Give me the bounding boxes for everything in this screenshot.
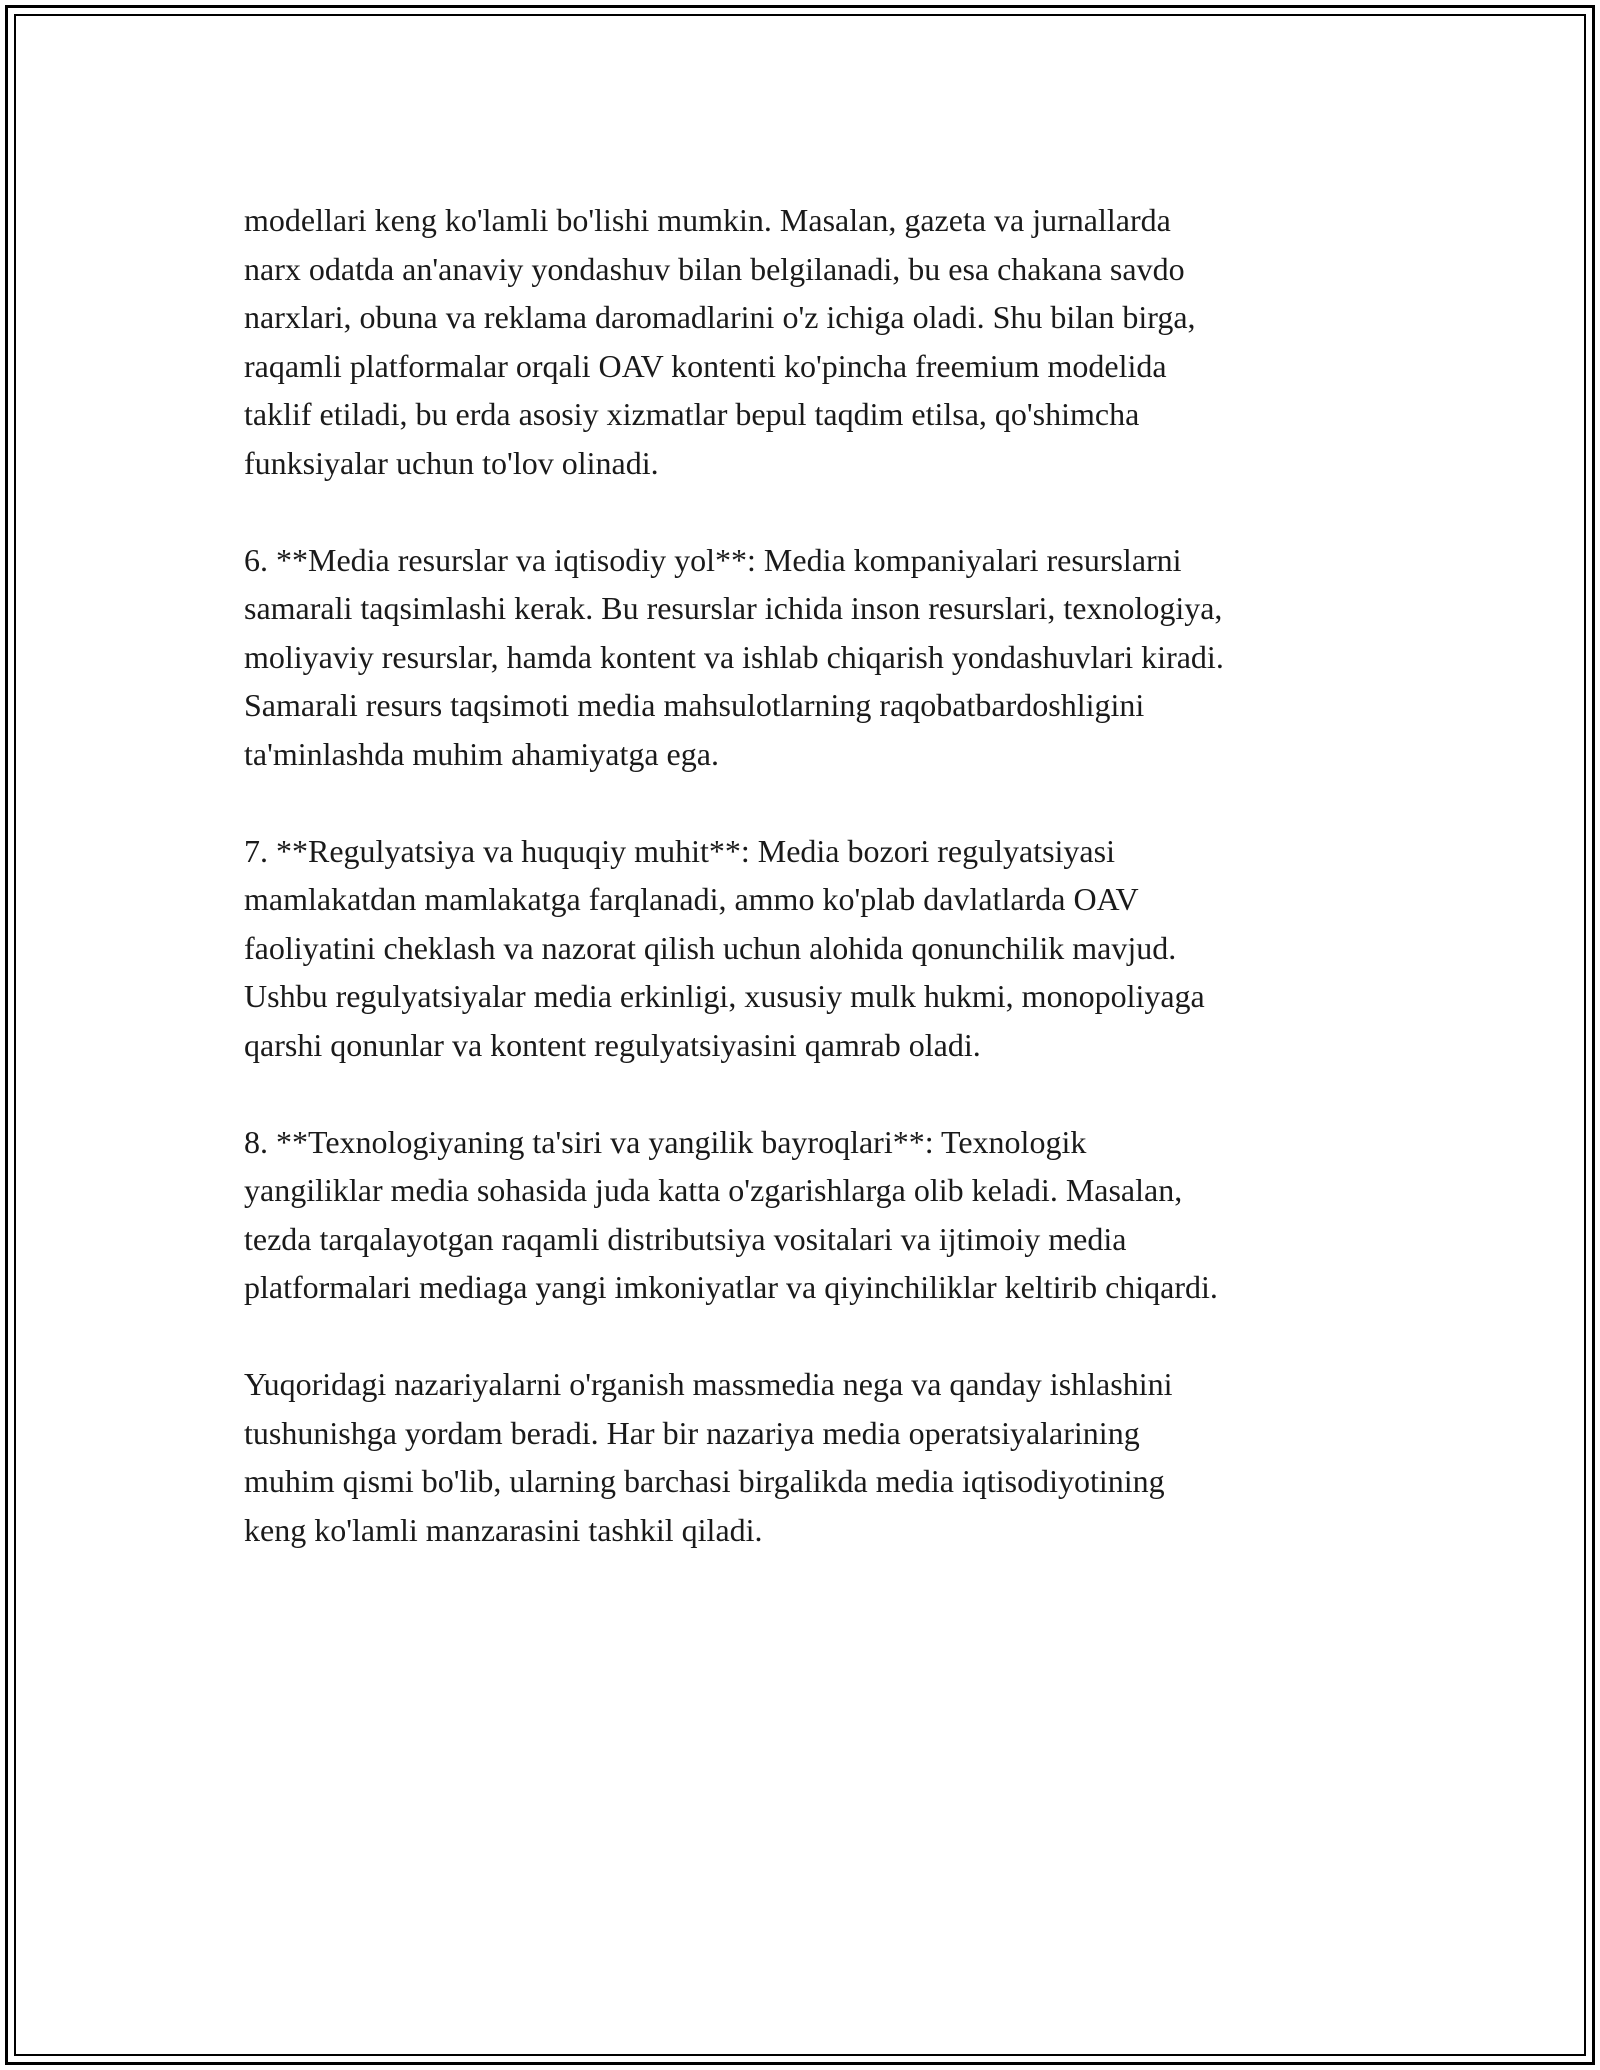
text-line: Yuqoridagi nazariyalarni o'rganish massmedia nega va qanday ishlashini xyxy=(244,1366,1173,1402)
page-frame xyxy=(5,5,1595,2065)
text-line: mamlakatdan mamlakatga farqlanadi, ammo ko'plab davlatlarda OAV xyxy=(244,881,1139,917)
text-line: muhim qismi bo'lib, ularning barchasi birgalikda media iqtisodiyotining xyxy=(244,1463,1165,1499)
paragraph xyxy=(244,196,1384,487)
text-line: samarali taqsimlashi kerak. Bu resurslar ichida inson resurslari, texnologiya, xyxy=(244,590,1223,626)
text-line: modellari keng ko'lamli bo'lishi mumkin. Masalan, gazeta va jurnallarda xyxy=(244,202,1171,238)
text-line: keng ko'lamli manzarasini tashkil qiladi. xyxy=(244,1511,763,1548)
paragraph xyxy=(244,1360,1384,1554)
text-line: taklif etiladi, bu erda asosiy xizmatlar bepul taqdim etilsa, qo'shimcha xyxy=(244,396,1140,432)
text-line: 8. **Texnologiyaning ta'siri va yangilik bayroqlari**: Texnologik xyxy=(244,1123,1087,1160)
text-line: funksiyalar uchun to'lov olinadi. xyxy=(244,444,659,481)
text-line: narx odatda an'anaviy yondashuv bilan belgilanadi, bu esa chakana savdo xyxy=(244,250,1185,287)
text-line: 7. **Regulyatsiya va huquqiy muhit**: Media bozori regulyatsiyasi xyxy=(244,832,1115,869)
paragraph xyxy=(244,827,1384,1070)
text-line: moliyaviy resurslar, hamda kontent va ishlab chiqarish yondashuvlari kiradi. xyxy=(244,638,1224,675)
document-body xyxy=(244,196,1384,1603)
paragraph xyxy=(244,536,1384,779)
text-line: narxlari, obuna va reklama daromadlarini o'z ichiga oladi. Shu bilan birga, xyxy=(244,299,1196,335)
text-line: qarshi qonunlar va kontent regulyatsiyasini qamrab oladi. xyxy=(244,1026,981,1063)
text-line: 6. **Media resurslar va iqtisodiy yol**: Media kompaniyalari resurslarni xyxy=(244,541,1182,578)
text-line: tezda tarqalayotgan raqamli distributsiya vositalari va ijtimoiy media xyxy=(244,1220,1127,1257)
text-line: ta'minlashda muhim ahamiyatga ega. xyxy=(244,735,719,772)
text-line: platformalari mediaga yangi imkoniyatlar va qiyinchiliklar keltirib chiqardi. xyxy=(244,1269,1218,1305)
text-line: Ushbu regulyatsiyalar media erkinligi, xususiy mulk hukmi, monopoliyaga xyxy=(244,978,1205,1014)
paragraph xyxy=(244,1118,1384,1312)
text-line: yangiliklar media sohasida juda katta o'zgarishlarga olib keladi. Masalan, xyxy=(244,1172,1183,1208)
text-line: faoliyatini cheklash va nazorat qilish uchun alohida qonunchilik mavjud. xyxy=(244,929,1177,966)
text-line: Samarali resurs taqsimoti media mahsulotlarning raqobatbardoshligini xyxy=(244,687,1145,723)
text-line: tushunishga yordam beradi. Har bir nazariya media operatsiyalarining xyxy=(244,1414,1140,1451)
text-line: raqamli platformalar orqali OAV kontenti ko'pincha freemium modelida xyxy=(244,347,1167,384)
